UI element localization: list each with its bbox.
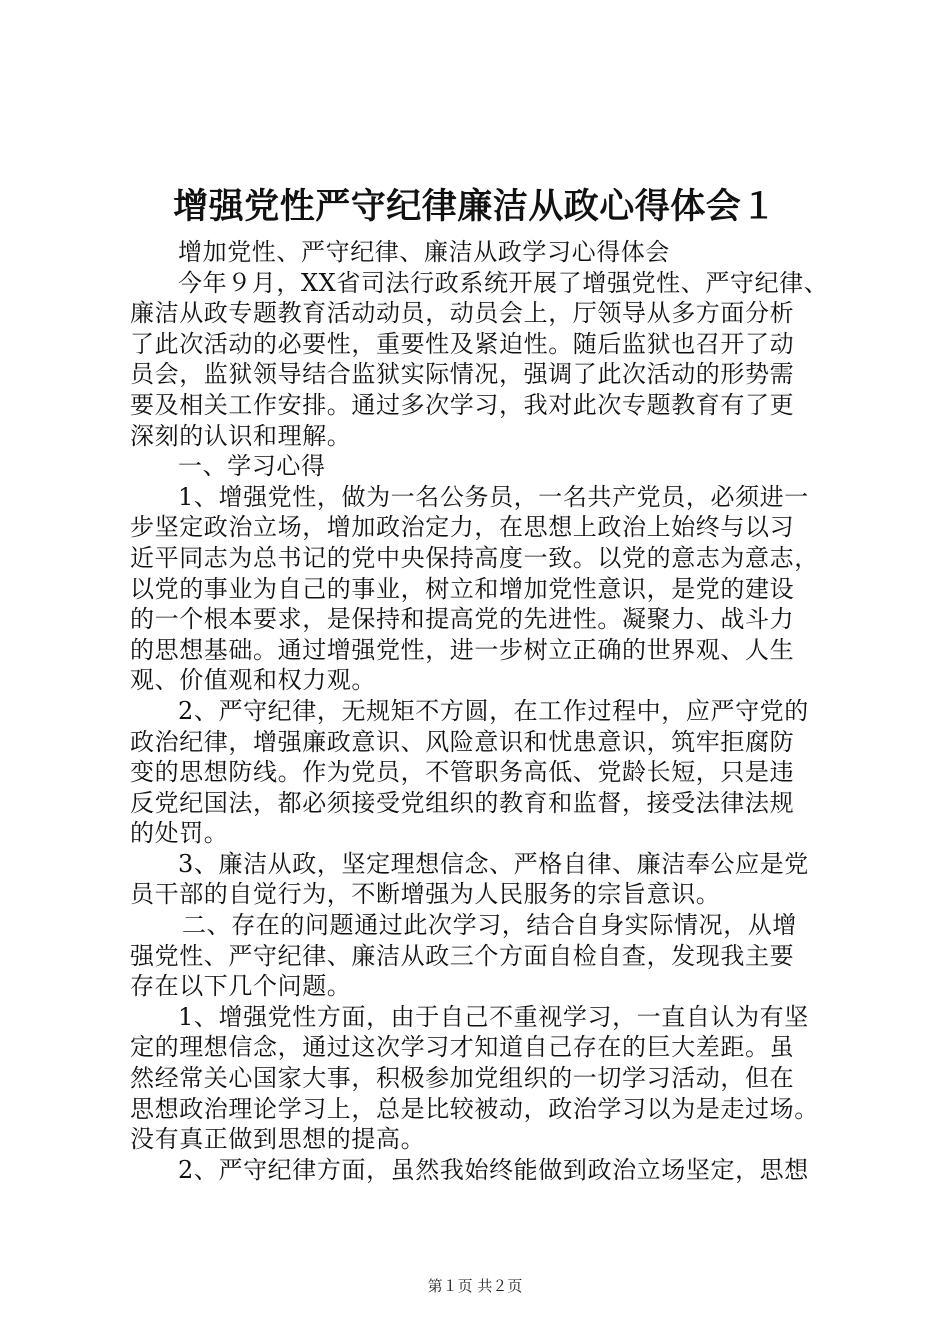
paragraph-line: 廉洁从政专题教育活动动员，动员会上，厅领导从多方面分析	[130, 299, 795, 328]
document-body	[130, 237, 834, 1185]
section-heading: 二、存在的问题通过此次学习，结合自身实际情况，从增	[182, 911, 797, 940]
paragraph-line: 存在以下几个问题。	[130, 972, 352, 1001]
page-footer: 第１页 共２页	[427, 1277, 523, 1295]
paragraph-line: 今年９月，XX省司法行政系统开展了增强党性、严守纪律、	[178, 268, 829, 297]
paragraph-line: 定的理想信念，通过这次学习才知道自己存在的巨大差距。虽	[130, 1033, 795, 1062]
paragraph-line: 1、增强党性方面，由于自己不重视学习，一直自认为有坚	[178, 1002, 809, 1031]
paragraph-line: 以党的事业为自己的事业，树立和增加党性意识，是党的建设	[130, 574, 795, 603]
paragraph-line: 的处罚。	[130, 819, 229, 848]
paragraph-line: 政治纪律，增强廉政意识、风险意识和忧患意识，筑牢拒腐防	[130, 727, 795, 756]
paragraph-line: 变的思想防线。作为党员，不管职务高低、党龄长短，只是违	[130, 758, 795, 787]
paragraph-line: 要及相关工作安排。通过多次学习，我对此次专题教育有了更	[130, 390, 795, 419]
paragraph-line: 观、价值观和权力观。	[130, 666, 376, 695]
paragraph-line: 的一个根本要求，是保持和提高党的先进性。凝聚力、战斗力	[130, 605, 795, 634]
paragraph-line: 深刻的认识和理解。	[130, 421, 352, 450]
paragraph-line: 没有真正做到思想的提高。	[130, 1125, 426, 1154]
subtitle-line: 增加党性、严守纪律、廉洁从政学习心得体会	[178, 238, 670, 266]
paragraph-line: 思想政治理论学习上，总是比较被动，政治学习以为是走过场。	[130, 1094, 819, 1123]
paragraph-line: 2、严守纪律方面，虽然我始终能做到政治立场坚定，思想	[178, 1155, 809, 1184]
paragraph-line: 1、增强党性，做为一名公务员，一名共产党员，必须进一	[178, 482, 809, 511]
paragraph-line: 然经常关心国家大事，积极参加党组织的一切学习活动，但在	[130, 1064, 795, 1093]
paragraph-line: 3、廉洁从政，坚定理想信念、严格自律、廉洁奉公应是党	[178, 849, 809, 878]
paragraph-line: 近平同志为总书记的党中央保持高度一致。以党的意志为意志，	[130, 543, 819, 572]
paragraph-line: 反党纪国法，都必须接受党组织的教育和监督，接受法律法规	[130, 788, 795, 817]
paragraph-line: 2、严守纪律，无规矩不方圆，在工作过程中，应严守党的	[178, 696, 809, 725]
paragraph-line: 员干部的自觉行为，不断增强为人民服务的宗旨意识。	[130, 880, 721, 909]
paragraph-line: 强党性、严守纪律、廉洁从政三个方面自检自查，发现我主要	[130, 941, 795, 970]
section-heading: 一、学习心得	[178, 452, 326, 481]
paragraph-line: 步坚定政治立场，增加政治定力，在思想上政治上始终与以习	[130, 513, 795, 542]
document-title: 增强党性严守纪律廉洁从政心得体会１	[173, 186, 777, 227]
paragraph-line: 了此次活动的必要性，重要性及紧迫性。随后监狱也召开了动	[130, 329, 795, 358]
paragraph-line: 的思想基础。通过增强党性，进一步树立正确的世界观、人生	[130, 635, 795, 664]
paragraph-line: 员会，监狱领导结合监狱实际情况，强调了此次活动的形势需	[130, 360, 795, 389]
